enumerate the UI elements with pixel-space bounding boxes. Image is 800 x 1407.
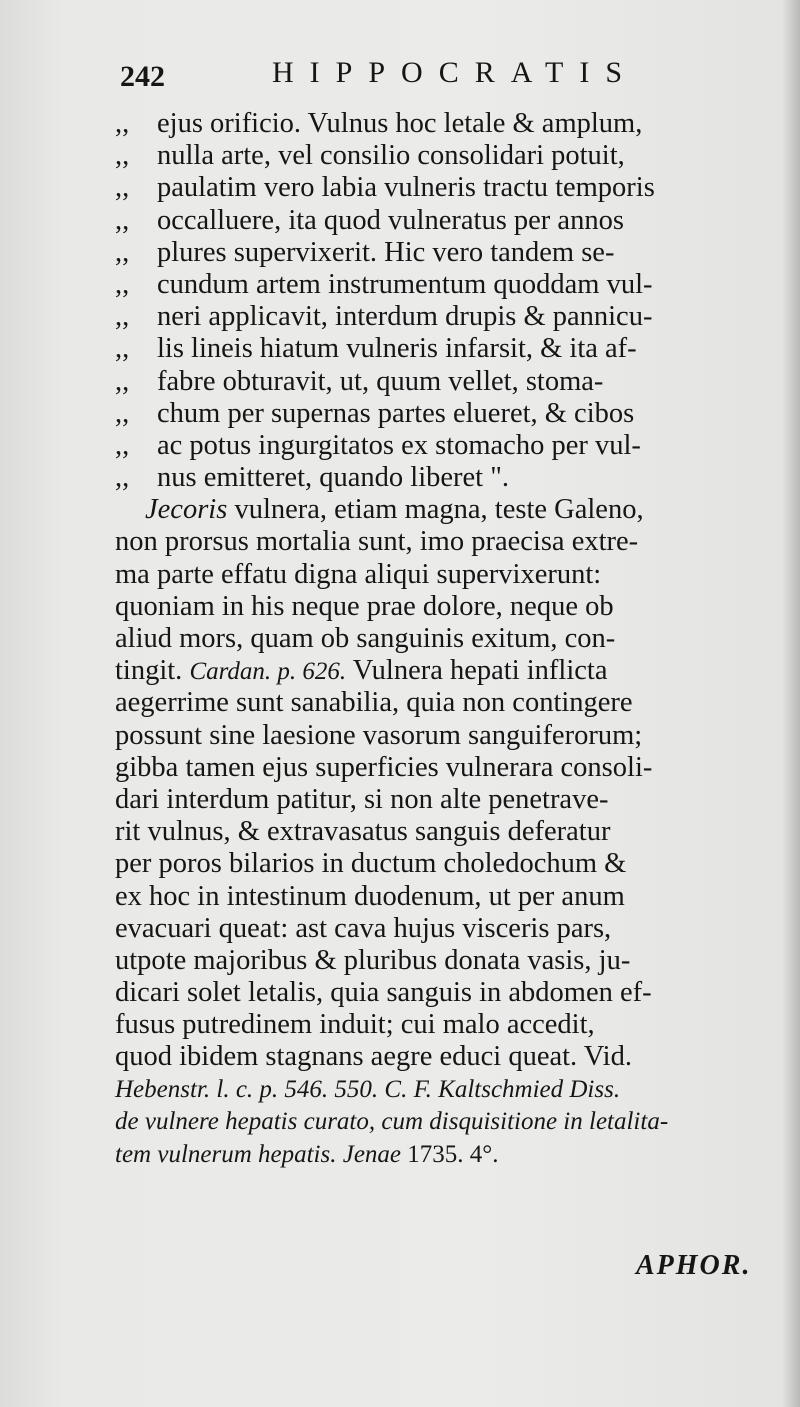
text-line: aliud mors, quam ob sanguinis exitum, con- <box>115 623 616 654</box>
quoted-line <box>115 269 765 301</box>
text-line: non prorsus mortalia sunt, imo praecisa extre- <box>115 526 639 558</box>
quoted-line <box>115 462 765 494</box>
quote-mark: ,, <box>115 204 130 236</box>
quote-mark: ,, <box>115 108 130 139</box>
line-text: cundum artem instrumentum quoddam vul- <box>157 268 653 300</box>
text-line: dari interdum patitur, si non alte penetrave- <box>115 783 609 815</box>
quote-mark: ,, <box>115 268 130 300</box>
page-gutter-shadow <box>782 0 800 1407</box>
text-line: ex hoc in intestinum duodenum, ut per anum <box>115 880 625 912</box>
quoted-line <box>115 398 765 430</box>
quote-mark: ,, <box>115 397 130 429</box>
italic-word: Jecoris <box>145 494 228 526</box>
quoted-line <box>115 366 765 398</box>
quoted-line <box>115 333 765 365</box>
quoted-line <box>115 205 765 237</box>
quote-mark: ,, <box>115 333 130 365</box>
text-line: quoniam in his neque prae dolore, neque ob <box>115 590 614 622</box>
citation-line: de vulnere hepatis curato, cum disquisitione in letalita- <box>115 1107 669 1135</box>
text-line: evacuari queat: ast cava hujus visceris pars, <box>115 912 612 944</box>
citation: Cardan. p. 626. <box>189 658 347 686</box>
text-line: fusus putredinem induit; cui malo accedit, <box>115 1009 595 1041</box>
text-line: rit vulnus, & extravasatus sanguis deferatur <box>115 816 611 848</box>
citation-line: Hebenstr. l. c. p. 546. 550. C. F. Kaltschmied Diss. <box>115 1075 621 1103</box>
quote-mark: ,, <box>115 140 130 172</box>
catchword: APHOR. <box>636 1250 752 1281</box>
text-line: Jecoris vulnera, etiam magna, teste Galeno, <box>145 494 644 526</box>
quoted-line <box>115 140 765 172</box>
body-text <box>115 108 765 1170</box>
line-text: ac potus ingurgitatos ex stomacho per vul- <box>157 429 641 461</box>
page-number: 242 <box>120 60 165 93</box>
line-text: lis lineis hiatum vulneris infarsit, & ita af- <box>157 333 637 365</box>
line-text: plures supervixerit. Hic vero tandem se- <box>157 236 615 268</box>
text-line: ma parte effatu digna aliqui supervixerunt: <box>115 558 602 590</box>
quoted-passage <box>115 108 765 494</box>
quoted-line <box>115 430 765 462</box>
quoted-line <box>115 172 765 204</box>
quote-mark: ,, <box>115 172 130 204</box>
quote-mark: ,, <box>115 301 130 333</box>
text-line: tingit. Cardan. p. 626. Vulnera hepati inflicta <box>115 655 608 687</box>
text-line: utpote majoribus & pluribus donata vasis, ju- <box>115 944 631 976</box>
line-text: paulatim vero labia vulneris tractu temporis <box>157 172 655 204</box>
line-text: nus emitteret, quando liberet ". <box>157 462 509 494</box>
citation-line: tem vulnerum hepatis. Jenae 1735. 4°. <box>115 1141 499 1168</box>
page-header <box>120 52 740 98</box>
quote-mark: ,, <box>115 429 130 461</box>
quote-mark: ,, <box>115 365 130 397</box>
quote-mark: ,, <box>115 236 130 268</box>
line-text: occalluere, ita quod vulneratus per annos <box>157 204 624 236</box>
line-text: ejus orificio. Vulnus hoc letale & amplum, <box>157 108 643 139</box>
quoted-line <box>115 108 765 140</box>
running-head: HIPPOCRATIS <box>272 56 639 89</box>
line-text: chum per supernas partes elueret, & cibos <box>157 397 635 429</box>
line-text: neri applicavit, interdum drupis & pannicu- <box>157 301 653 333</box>
text-line: possunt sine laesione vasorum sanguiferorum; <box>115 719 643 751</box>
text-line: quod ibidem stagnans aegre educi queat. Vid. <box>115 1041 632 1073</box>
text-line: dicari solet letalis, quia sanguis in abdomen ef- <box>115 977 652 1009</box>
quoted-line <box>115 301 765 333</box>
line-text: fabre obturavit, ut, quum vellet, stoma- <box>157 365 604 397</box>
text-line: aegerrime sunt sanabilia, quia non contingere <box>115 687 633 719</box>
text-line: gibba tamen ejus superficies vulnerara consoli- <box>115 751 653 783</box>
quoted-line <box>115 237 765 269</box>
quote-mark: ,, <box>115 462 130 494</box>
line-text: nulla arte, vel consilio consolidari potuit, <box>157 140 625 172</box>
text-line: per poros bilarios in ductum choledochum & <box>115 848 627 880</box>
